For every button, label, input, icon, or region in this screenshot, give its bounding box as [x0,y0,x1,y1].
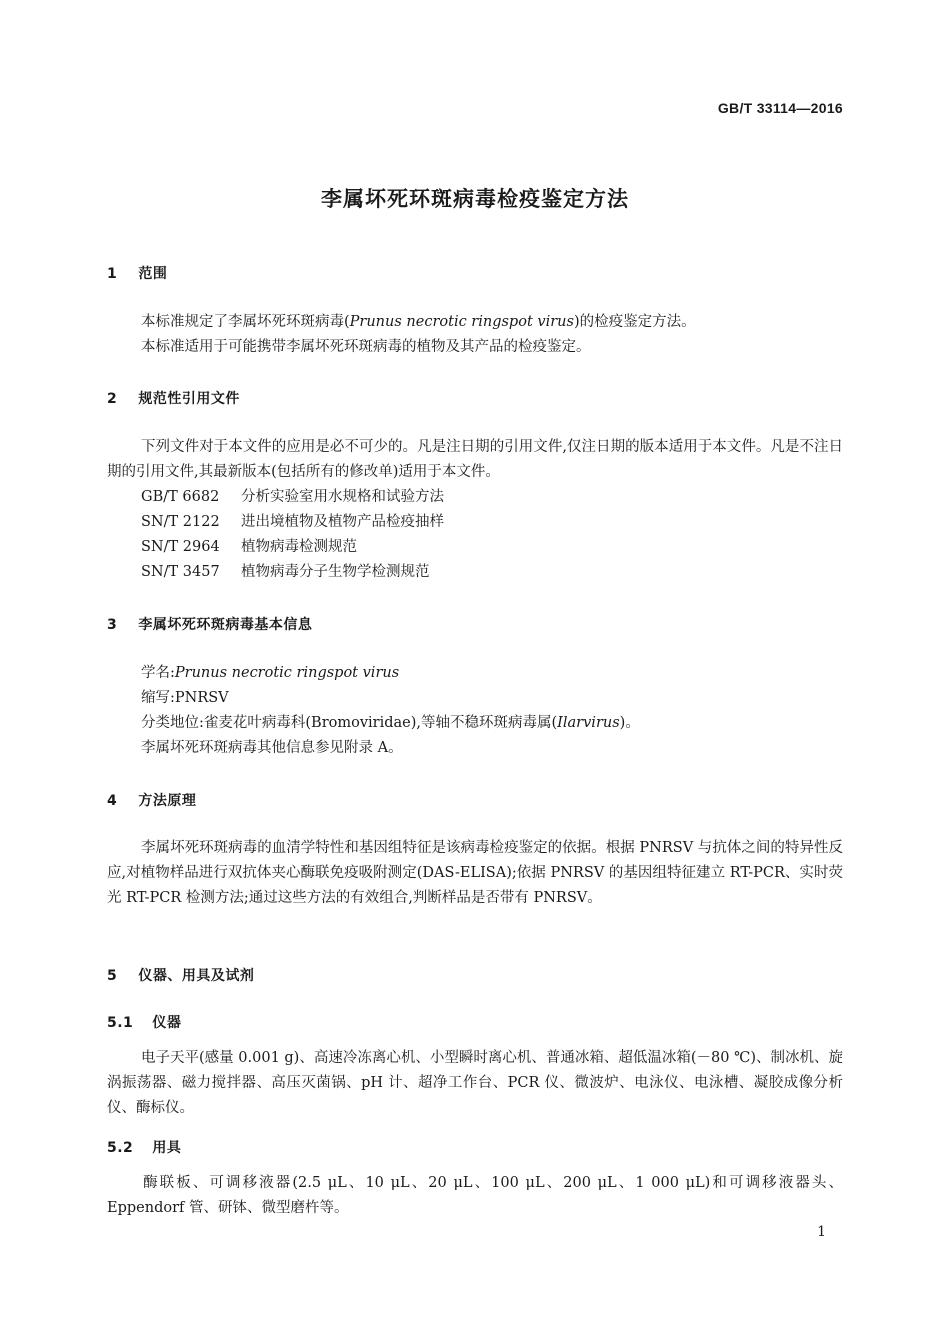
ref-title: 分析实验室用水规格和试验方法 [241,489,444,505]
text: )的检疫鉴定方法。 [573,314,696,330]
section-title: 李属坏死环斑病毒基本信息 [138,617,313,633]
section-number: 5.1 [107,1015,134,1031]
text: 分类地位:雀麦花叶病毒科(Bromoviridae),等轴不稳环斑病毒属( [141,715,558,731]
text: 电子天平(感量 0.001 g)、高速冷冻离心机、小型瞬时离心机、普通冰箱、超低温冰箱(－80 ℃)、制冰机、旋涡振荡器、磁力搅拌器、高压灭菌锅、pH 计、超净工作台、PCR 仪、微波炉、电泳仪、电泳槽、凝胶成像分析仪、酶标仪。 [107,1050,843,1116]
ref-item [141,510,444,535]
text: 酶联板、可调移液器(2.5 μL、10 μL、20 μL、100 μL、200 μL、1 000 μL)和可调移液器头、Eppendorf 管、研钵、微型磨杵等。 [107,1175,843,1216]
section-4-heading [107,790,196,810]
text: 下列文件对于本文件的应用是必不可少的。凡是注日期的引用文件,仅注日期的版本适用于本文件。凡是不注日期的引用文件,其最新版本(包括所有的修改单)适用于本文件。 [107,439,843,480]
ref-item [141,485,444,510]
text: 李属坏死环斑病毒的血清学特性和基因组特征是该病毒检疫鉴定的依据。根据 PNRSV 与抗体之间的特异性反应,对植物样品进行双抗体夹心酶联免疫吸附测定(DAS-ELISA);依据 PNRSV 的基因组特征建立 RT-PCR、实时荧光 RT-PCR 检测方法;通过这些方法的有效组合,判断样品是否带有 PNRSV。 [107,840,843,906]
genus-name: Ilarvirus [557,715,620,731]
section-title: 范围 [138,266,168,282]
section-number: 3 [107,617,118,633]
page-number: 1 [817,1224,826,1240]
species-name: Prunus necrotic ringspot virus [174,665,400,681]
s1-paragraph-1 [141,310,696,335]
section-number: 4 [107,793,118,809]
s5-1-paragraph [107,1046,843,1121]
more-info-line: 李属坏死环斑病毒其他信息参见附录 A。 [141,740,403,756]
section-number: 5 [107,968,118,984]
ref-title: 植物病毒分子生物学检测规范 [241,564,430,580]
section-title: 方法原理 [138,793,197,809]
ref-code: GB/T 6682 [141,489,220,505]
ref-item [141,535,357,560]
s4-paragraph [107,836,843,911]
ref-title: 进出境植物及植物产品检疫抽样 [241,514,444,530]
text: )。 [619,715,640,731]
section-title: 仪器 [152,1015,182,1031]
s2-intro-paragraph [107,435,843,485]
ref-code: SN/T 3457 [141,564,220,580]
section-5-2-heading [107,1137,181,1157]
text: 本标准规定了李属坏死环斑病毒( [141,314,350,330]
section-5-1-heading [107,1012,181,1032]
s5-2-paragraph [107,1171,843,1221]
document-title: 李属坏死环斑病毒检疫鉴定方法 [321,187,629,211]
section-title: 仪器、用具及试剂 [138,968,255,984]
abbreviation-line: 缩写:PNRSV [141,690,229,706]
scientific-name-line [141,661,399,686]
section-number: 1 [107,266,118,282]
text: 学名: [141,665,175,681]
standard-code: GB/T 33114—2016 [717,100,843,116]
species-name: Prunus necrotic ringspot virus [349,314,574,330]
ref-title: 植物病毒检测规范 [241,539,357,555]
s1-paragraph-2: 本标准适用于可能携带李属坏死环斑病毒的植物及其产品的检疫鉴定。 [141,339,591,355]
section-1-heading [107,263,167,283]
section-title: 规范性引用文件 [138,391,240,407]
classification-line [141,711,640,736]
section-2-heading [107,388,240,408]
section-3-heading [107,614,312,634]
section-5-heading [107,965,254,985]
ref-code: SN/T 2964 [141,539,220,555]
section-title: 用具 [152,1140,182,1156]
section-number: 2 [107,391,118,407]
ref-item [141,560,430,585]
section-number: 5.2 [107,1140,134,1156]
ref-code: SN/T 2122 [141,514,220,530]
